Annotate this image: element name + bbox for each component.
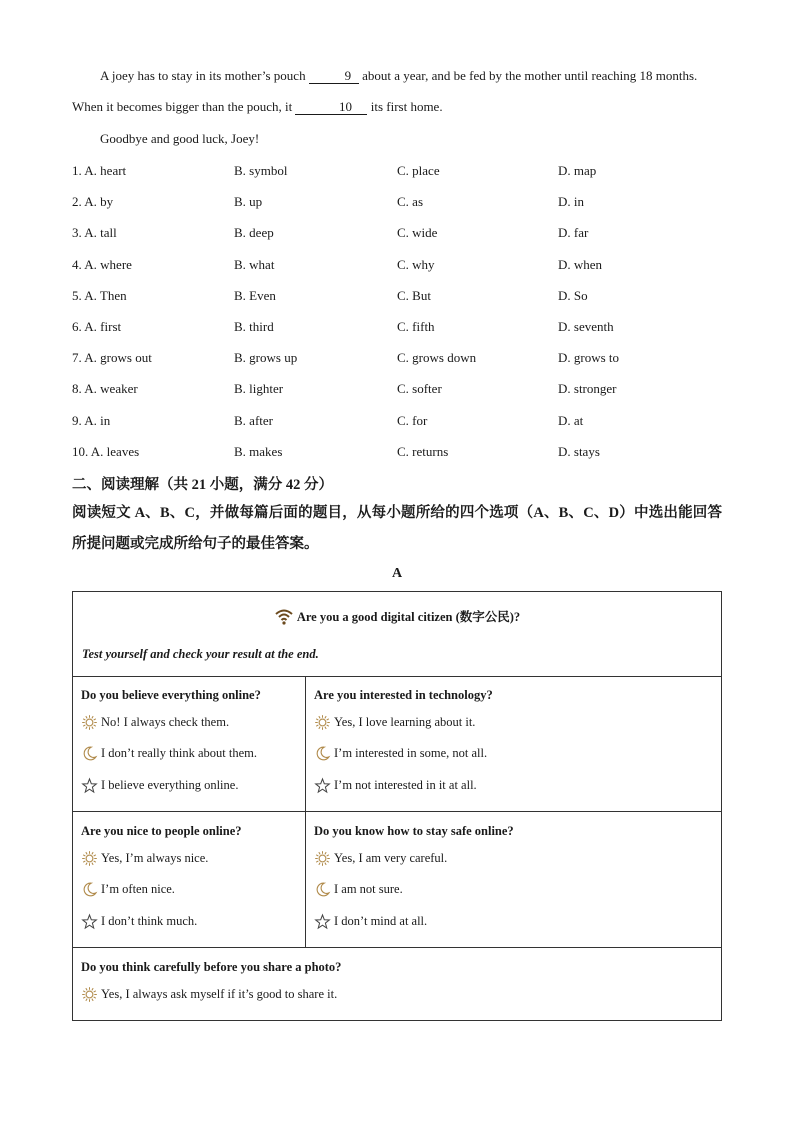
quiz-table <box>72 591 722 1021</box>
quiz-subtitle: Test yourself and check your result at the end. <box>82 647 319 661</box>
wifi-icon <box>274 606 294 626</box>
option-n: 10. A. leaves <box>72 443 140 459</box>
option-row <box>72 249 722 280</box>
quiz-answer <box>81 714 229 731</box>
option-row <box>72 405 722 436</box>
option-d: D. map <box>558 163 597 178</box>
table-divider <box>73 947 721 948</box>
option-row <box>72 280 722 311</box>
option-n: 3. A. tall <box>72 225 117 241</box>
quiz-answer-text: No! I always check them. <box>101 715 230 729</box>
options-list <box>72 155 722 467</box>
option-b: B. deep <box>234 225 274 241</box>
option-c: C. softer <box>397 381 442 397</box>
option-d: D. So <box>558 287 588 303</box>
option-n: 2. A. by <box>72 194 114 210</box>
section-instruction: 阅读短文 A、B、C，并做每篇后面的题目，从每小题所给的四个选项（A、B、C、D）中选出能回答所提问题或完成所给句子的最佳答案。 <box>72 505 722 552</box>
star-icon <box>81 913 98 930</box>
quiz-answer-text: I’m interested in some, not all. <box>334 746 488 761</box>
option-b: B. up <box>234 194 263 210</box>
moon-icon <box>314 881 331 898</box>
quiz-title-row <box>73 606 721 626</box>
table-divider <box>73 676 721 677</box>
option-d: D. at <box>558 412 584 428</box>
option-c: C. why <box>397 256 435 272</box>
quiz-question: Do you think carefully before you share a photo? <box>81 960 342 974</box>
quiz-answer <box>314 881 403 898</box>
quiz-question: Do you believe everything online? <box>81 688 261 702</box>
option-c: C. for <box>397 412 428 428</box>
option-row <box>72 217 722 248</box>
quiz-answer-text: I am not sure. <box>334 882 403 897</box>
option-c: C. grows down <box>397 350 477 366</box>
blank-9: 9 <box>309 69 359 84</box>
quiz-answer <box>314 850 447 867</box>
option-b: B. symbol <box>234 163 288 178</box>
star-icon <box>81 777 98 794</box>
option-n: 1. A. heart <box>72 163 127 178</box>
quiz-answer <box>314 714 475 731</box>
quiz-answer-text: Yes, I am very careful. <box>334 851 448 865</box>
option-d: D. stronger <box>558 381 617 397</box>
option-c: C. returns <box>397 443 449 459</box>
passage-paragraph <box>72 60 722 122</box>
passage-text-1: A joey has to stay in its mother’s pouch <box>100 68 309 83</box>
quiz-answer <box>81 881 175 898</box>
option-b: B. third <box>234 318 274 334</box>
sun-icon <box>314 714 331 731</box>
option-c: C. But <box>397 287 431 303</box>
option-b: B. what <box>234 256 275 272</box>
option-d: D. far <box>558 225 589 241</box>
quiz-answer-text: Yes, I love learning about it. <box>334 715 476 729</box>
option-d: D. seventh <box>558 318 614 334</box>
star-icon <box>314 913 331 930</box>
option-n: 8. A. weaker <box>72 381 138 397</box>
option-n: 4. A. where <box>72 256 132 272</box>
option-b: B. makes <box>234 443 283 459</box>
star-icon <box>314 777 331 794</box>
option-row <box>72 311 722 342</box>
quiz-answer-text: I don’t really think about them. <box>101 746 257 761</box>
sun-icon <box>81 850 98 867</box>
quiz-answer-text: I’m not interested in it at all. <box>334 777 477 792</box>
quiz-question: Are you nice to people online? <box>81 824 242 838</box>
blank-10: 10 <box>295 100 367 115</box>
moon-icon <box>81 745 98 762</box>
option-row <box>72 342 722 373</box>
quiz-answer-text: I don’t think much. <box>101 913 198 928</box>
quiz-question: Are you interested in technology? <box>314 688 493 702</box>
option-n: 6. A. first <box>72 318 122 334</box>
option-d: D. grows to <box>558 350 620 366</box>
quiz-answer <box>81 745 257 762</box>
option-n: 9. A. in <box>72 412 111 428</box>
sun-icon <box>81 986 98 1003</box>
moon-icon <box>314 745 331 762</box>
section-heading: 二、阅读理解（共 21 小题，满分 42 分） <box>72 477 333 493</box>
option-c: C. as <box>397 194 423 210</box>
table-divider <box>73 811 721 812</box>
quiz-answer-text: Yes, I’m always nice. <box>101 851 209 865</box>
quiz-answer-text: I don’t mind at all. <box>334 913 428 928</box>
quiz-answer-text: I believe everything online. <box>101 777 239 792</box>
option-row <box>72 155 722 186</box>
passage-letter: A <box>391 566 403 581</box>
quiz-answer <box>314 777 477 794</box>
moon-icon <box>81 881 98 898</box>
option-c: C. fifth <box>397 318 435 334</box>
option-b: B. after <box>234 412 273 428</box>
option-d: D. in <box>558 194 584 210</box>
quiz-answer-text: I’m often nice. <box>101 882 175 897</box>
option-row <box>72 186 722 217</box>
quiz-question: Do you know how to stay safe online? <box>314 824 514 838</box>
passage-text-2: about a year, and be fed by the mother until reaching 18 months. When it becomes bigger than the pouch, it <box>72 68 698 114</box>
option-d: D. when <box>558 256 603 272</box>
option-b: B. lighter <box>234 381 284 397</box>
quiz-answer <box>314 913 427 930</box>
option-n: 5. A. Then <box>72 287 127 303</box>
quiz-answer <box>81 777 238 794</box>
option-n: 7. A. grows out <box>72 350 152 366</box>
passage-closing: Goodbye and good luck, Joey! <box>100 131 260 146</box>
option-d: D. stays <box>558 443 600 459</box>
quiz-answer-text: Yes, I always ask myself if it’s good to share it. <box>101 987 338 1001</box>
quiz-title: Are you a good digital citizen (数字公民)? <box>296 610 521 624</box>
quiz-answer <box>81 986 337 1003</box>
quiz-answer <box>81 913 197 930</box>
option-b: B. Even <box>234 287 276 303</box>
sun-icon <box>314 850 331 867</box>
option-row <box>72 373 722 404</box>
sun-icon <box>81 714 98 731</box>
passage-text-3: its first home. <box>367 99 443 114</box>
option-c: C. place <box>397 163 440 178</box>
option-row <box>72 436 722 467</box>
option-b: B. grows up <box>234 350 298 366</box>
table-column-divider <box>305 676 306 947</box>
quiz-answer <box>81 850 208 867</box>
option-c: C. wide <box>397 225 438 241</box>
quiz-answer <box>314 745 487 762</box>
